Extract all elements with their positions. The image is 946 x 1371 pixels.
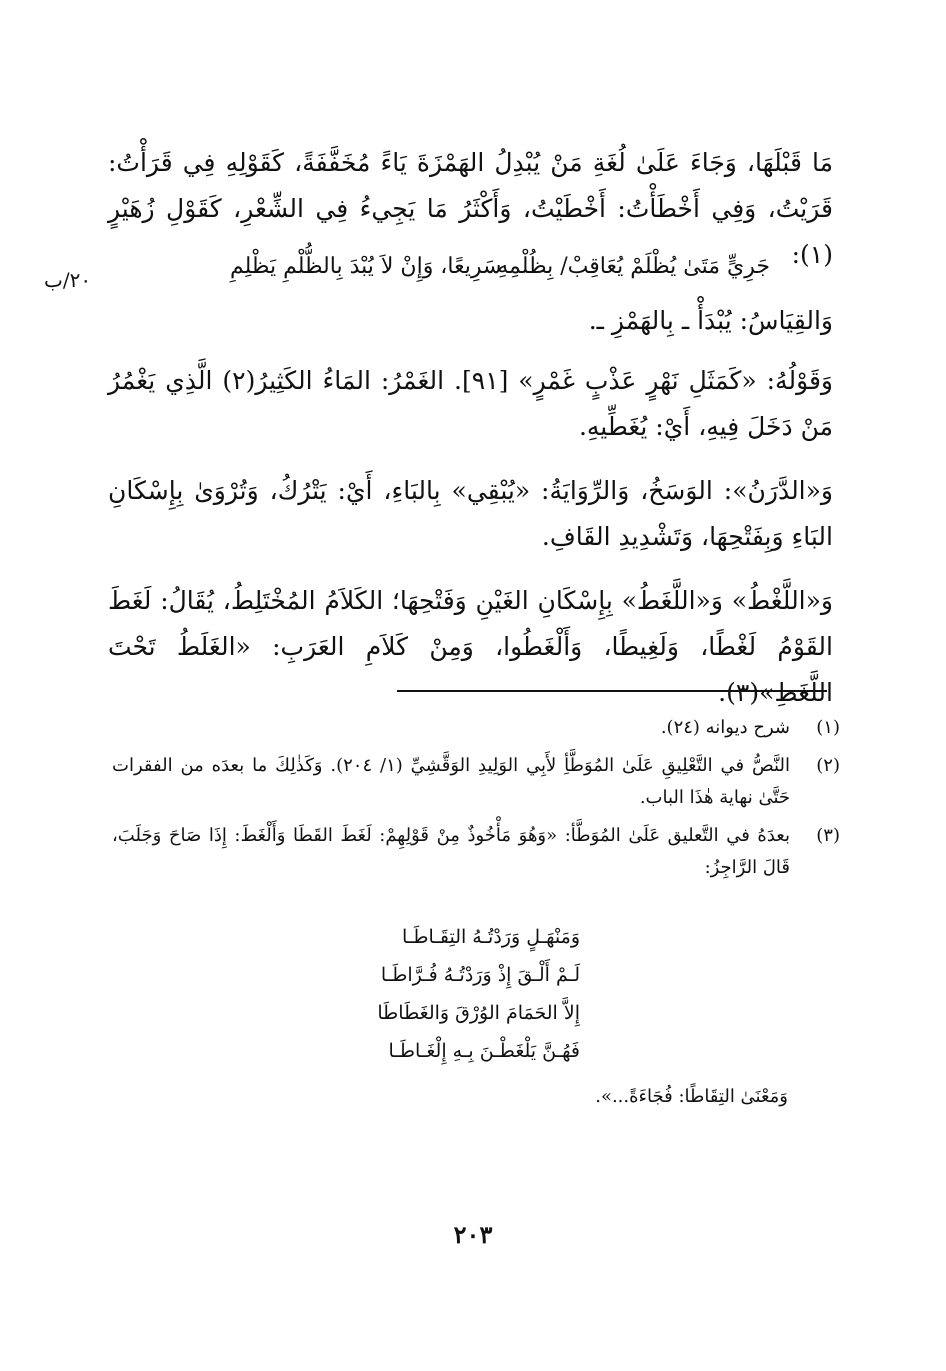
footnote-3 [112,820,840,884]
footnote-1 [112,712,840,744]
poem-line: لَـمْ أَلْـقَ إِذْ وَرَدْتُـهُ فُـرَّاطَـا [380,964,580,986]
main-text-body [108,358,833,734]
footnote-text: شرح ديوانه (٢٤). [660,717,790,738]
footnotes [112,712,840,890]
footnote-number: (٢) [816,755,840,776]
paragraph-3: وَ«الدَّرَنُ»: الوَسَخُ، وَالرِّوَايَةُ: «يُبْقِي» بِالبَاءِ، أَيْ: يَتْرُكُ، وَتُرْوَىٰ بِإِسْكَانِ البَاءِ وَبِفَتْحِهَا، وَتَشْدِيدِ القَافِ. [108,476,833,551]
verse-hemistich-2: سَرِيعًا، وَإِنْ لاَ يُبْدَ بِالظُّلْمِ يَظْلِمِ [230,254,502,279]
poem-line: وَمَنْهَـلٍ وَرَدْتُـهُ التِقَـاطَـا [402,926,580,948]
paragraph-4: وَ«اللَّغْطُ» وَ«اللَّغَطُ» بِإِسْكَانِ الغَيْنِ وَفَتْحِهَا؛ الكَلاَمُ المُخْتَلِطُ، يُقَالُ: لَغَطَ القَوْمُ لَغْطًا، وَلَغِيطًا، وَأَلْغَطُوا، وَمِنْ كَلاَمِ العَرَبِ: «الغَلَطُ تَحْتَ اللَّغَطِ»(٣). [108,586,833,707]
footnote-text: بعدَهُ في التَّعليق عَلَىٰ المُوَطَّأ: «وَهُوَ مَأْخُوذٌ مِنْ قَوْلِهِمْ: لَغَطَ القَطَا وَأَلْغَطَ: إِذَا صَاحَ وَجَلَبَ، قَالَ الرَّاجِزُ: [112,825,790,878]
paragraph-1: مَا قَبْلَهَا، وَجَاءَ عَلَىٰ لُغَةِ مَنْ يُبْدِلُ الهَمْزَةَ يَاءً مُخَفَّفَةً، كَقَوْلِهِ فِي قَرَأْتُ: قَرَيْتُ، وَفِي أَخْطَأْتُ: أَخْطَيْتُ، وَأَكْثَرُ مَا يَجِيءُ فِي الشِّعْرِ، كَقَوْلِ زُهَيْرٍ (١): [108,148,833,269]
poem-line: إِلاَّ الحَمَامَ الوُرْقَ وَالغَطَاطَا [377,1002,580,1024]
poem-note: وَمَعْنَىٰ التِقَاطًا: فُجَاءَةً...». [595,1086,788,1107]
footnote-number: (١) [816,717,840,738]
page-number: ٢٠٣ [453,1220,493,1249]
footnote-text: النَّصُّ في التَّعْلِيقِ عَلَىٰ المُوَطَّأِ لأَبِي الوَلِيدِ الوَقَّشِيِّ (١/ ٢٠٤). وَكَذٰلِكَ ما بعدَه من الفقرات حَتَّىٰ نهاية هٰذَا الباب. [112,755,790,808]
paragraph-2: وَقَوْلُهُ: «كَمَثَلِ نَهْرٍ عَذْبٍ غَمْرٍ» [٩١]. الغَمْرُ: المَاءُ الكَثِيرُ(٢) الَّذِي يَغْمُرُ مَنْ دَخَلَ فِيهِ، أَيْ: يُغَطِّيهِ. [108,366,834,441]
footnote-2 [112,750,840,814]
footnote-number: (٣) [816,825,840,846]
footnote-separator [397,690,827,692]
rajaz-poem [340,918,580,1070]
poem-line: فَهُـنَّ يَلْغَطْـنَ بِـهِ إِلْغَـاطَـا [388,1040,580,1062]
poetry-verse [230,254,770,294]
verse-hemistich-1: جَرِيٍّ مَتَىٰ يُظْلَمْ يُعَاقِبْ/ بِظُلْمِهِ [497,254,770,279]
folio-margin-note: ٢٠/ب [44,268,92,292]
qiyas-line: وَالقِيَاسُ: يُبْدَأْ ـ بِالهَمْزِ ـ. [588,306,833,335]
